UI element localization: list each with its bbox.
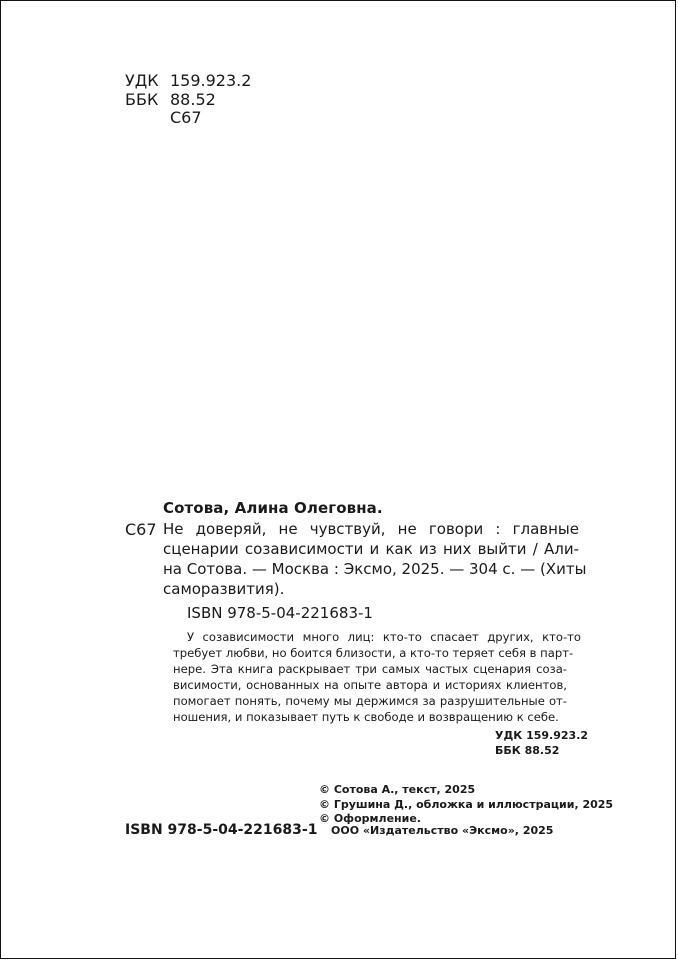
author-mark: С67 — [170, 108, 202, 127]
description-line: Не доверяй, не чувствуй, не говори : главные — [163, 520, 579, 538]
card-isbn: ISBN 978-5-04-221683-1 — [187, 604, 373, 622]
annotation-line: У созависимости много лиц: кто-то спасает других, кто-то — [187, 630, 581, 644]
annotation-line: ношения, и показывает путь к свободе и возвращению к себе. — [173, 710, 559, 724]
copyright-line: ООО «Издательство «Эксмо», 2025 — [331, 824, 554, 837]
author-name: Сотова, Алина Олеговна. — [163, 499, 383, 517]
copyright-line: © Оформление. — [319, 812, 421, 825]
annotation-line: нере. Эта книга раскрывает три самых частых сценария соза- — [173, 662, 567, 676]
card-author-mark: С67 — [125, 520, 157, 539]
udk-value: 159.923.2 — [170, 71, 252, 90]
description-line: сценарии созависимости и как из них выйти / Али- — [163, 540, 579, 558]
annotation-line: требует любви, но боится близости, а кто-то теряет себя в парт- — [173, 646, 574, 660]
copyright-line: © Грушина Д., обложка и иллюстрации, 2025 — [319, 798, 614, 811]
card-udk: УДК 159.923.2 — [495, 729, 589, 742]
description-line: саморазвития). — [163, 580, 285, 598]
card-bbk: ББК 88.52 — [495, 744, 560, 757]
udk-label: УДК — [125, 71, 159, 90]
annotation-line: помогает понять, почему мы держимся за разрушительные от- — [173, 694, 567, 708]
description-line: на Сотова. — Москва : Эксмо, 2025. — 304 с. — (Хиты — [163, 560, 587, 578]
bbk-label: ББК — [125, 90, 159, 109]
copyright-line: © Сотова А., текст, 2025 — [319, 783, 476, 796]
bbk-value: 88.52 — [170, 90, 216, 109]
footer-isbn: ISBN 978-5-04-221683-1 — [125, 822, 318, 838]
annotation-line: висимости, основанных на опыте автора и историях клиентов, — [173, 678, 567, 692]
